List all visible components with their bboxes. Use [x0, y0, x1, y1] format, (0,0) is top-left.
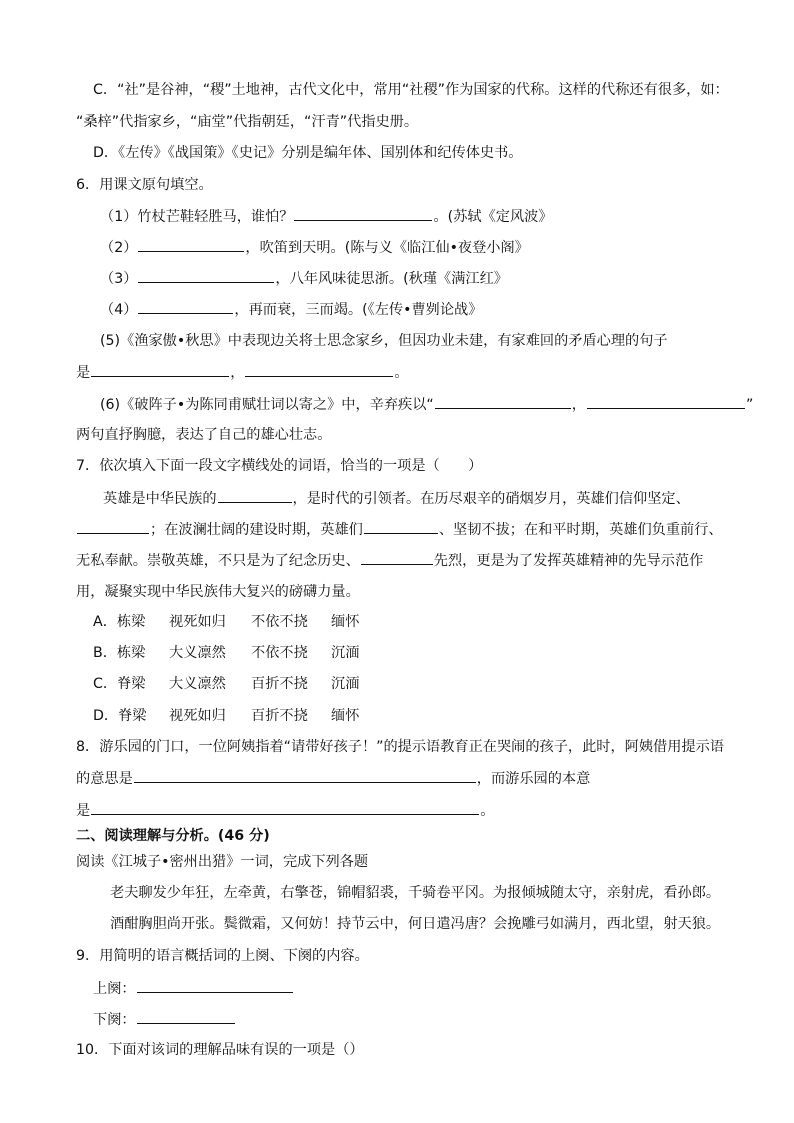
- option-term: 视死如归: [169, 708, 226, 724]
- option-term: 缅怀: [331, 614, 360, 630]
- option-term: 大义凛然: [169, 645, 226, 661]
- answer-blank[interactable]: [361, 550, 433, 565]
- q9-upper-stanza: [93, 978, 294, 999]
- q6-item-6-pre: (6)《破阵子•为陈同甫赋壮词以寄之》中，辛弃疾以“: [100, 397, 434, 413]
- answer-blank[interactable]: [134, 768, 476, 783]
- option-term: 不依不挠: [251, 614, 308, 630]
- option-term: 沉湎: [331, 676, 360, 692]
- q7-p1-pre: 英雄是中华民族的: [103, 491, 217, 507]
- option-label: A．栋梁: [93, 614, 146, 630]
- q8-line2: [76, 768, 590, 789]
- q6-item-5-post: 。: [394, 365, 409, 381]
- q6-item-6-post: ”: [745, 397, 754, 413]
- section-2-intro: 阅读《江城子•密州出猎》一词，完成下列各题: [76, 854, 369, 870]
- q9-stem: 9．用简明的语言概括词的上阕、下阕的内容。: [76, 948, 369, 964]
- answer-blank[interactable]: [138, 237, 244, 252]
- q8-line3: [76, 800, 494, 821]
- q7-stem: 7．依次填入下面一段文字横线处的词语，恰当的一项是（ ）: [76, 458, 483, 474]
- q9-up-label: 上阕：: [93, 981, 136, 997]
- option-term: 视死如归: [169, 614, 226, 630]
- q6-item-6-line2: 两句直抒胸臆，表达了自己的雄心壮志。: [76, 427, 332, 443]
- q8-l3-post: 。: [480, 803, 495, 819]
- q6-item-5-mid: ，: [230, 365, 245, 381]
- answer-blank[interactable]: [245, 362, 393, 377]
- q7-p2-post: 、坚韧不拔；在和平时期，英雄们负重前行、: [438, 522, 723, 538]
- q5-option-c-line1: C．“社”是谷神，“稷”土地神，古代文化中，常用“社稷”作为国家的代称。这样的代称还有很多，如：: [93, 82, 729, 98]
- q6-item-2-pre: （2）: [100, 240, 138, 256]
- q7-option-d[interactable]: [93, 706, 359, 726]
- q6-item-5-line2: [76, 362, 409, 383]
- option-term: 百折不挠: [251, 676, 308, 692]
- q6-item-4-pre: （4）: [100, 302, 138, 318]
- q6-stem: 6．用课文原句填空。: [76, 177, 213, 193]
- option-term: 缅怀: [331, 708, 360, 724]
- q7-option-c[interactable]: [93, 674, 359, 694]
- q6-item-1-post: 。(苏轼《定风波》: [433, 209, 553, 225]
- answer-blank[interactable]: [137, 978, 293, 993]
- answer-blank[interactable]: [91, 800, 479, 815]
- q8-l3-pre: 是: [76, 803, 91, 819]
- q10-stem: 10．下面对该词的理解品味有误的一项是（）: [76, 1042, 364, 1058]
- option-label: D．脊梁: [93, 708, 147, 724]
- q7-p3-post: 先烈，更是为了发挥英雄精神的先导示范作: [433, 553, 704, 569]
- q6-item-6-line1: [100, 394, 753, 415]
- q5-option-d: D．《左传》《战国策》《史记》分别是编年体、国别体和纪传体史书。: [93, 145, 523, 161]
- q8-l2-pre: 的意思是: [76, 771, 133, 787]
- answer-blank[interactable]: [138, 299, 233, 314]
- q6-item-4-post: ，再而衰，三而竭。(《左传•曹刿论战》: [234, 302, 483, 318]
- q8-stem: 8．游乐园的门口，一位阿姨指着“请带好孩子！”的提示语教育正在哭闹的孩子，此时，阿姨借用提示语: [76, 739, 724, 755]
- answer-blank[interactable]: [77, 519, 149, 534]
- q6-item-6-mid: ，: [571, 397, 586, 413]
- answer-blank[interactable]: [364, 519, 438, 534]
- poem-line-2: 酒酣胸胆尚开张。鬓微霜，又何妨！持节云中，何日遣冯唐？会挽雕弓如满月，西北望，射天狼。: [110, 916, 721, 932]
- option-label: B．栋梁: [93, 645, 146, 661]
- answer-blank[interactable]: [294, 206, 432, 221]
- q6-item-2-post: ，吹笛到天明。(陈与义《临江仙•夜登小阁》: [245, 240, 529, 256]
- poem-line-1: 老夫聊发少年狂，左牵黄，右擎苍，锦帽貂裘，千骑卷平冈。为报倾城随太守，亲射虎，看孙郎。: [110, 885, 721, 901]
- answer-blank[interactable]: [587, 394, 745, 409]
- q6-item-3: [100, 268, 508, 289]
- answer-blank[interactable]: [137, 1009, 235, 1024]
- q7-p2-mid: ；在波澜壮阔的建设时期，英雄们: [150, 522, 363, 538]
- q5-option-c-line2: “桑梓”代指家乡，“庙堂”代指朝廷，“汗青”代指史册。: [76, 114, 419, 130]
- answer-blank[interactable]: [138, 268, 274, 283]
- q7-passage-line2: [76, 519, 723, 540]
- q7-option-b[interactable]: [93, 643, 359, 663]
- q6-item-3-post: ，八年风味徒思浙。(秋瑾《满江红》: [275, 271, 508, 287]
- q9-lower-stanza: [93, 1009, 236, 1030]
- q7-passage-line1: [103, 488, 690, 509]
- answer-blank[interactable]: [218, 488, 292, 503]
- q7-passage-line3: [76, 550, 703, 571]
- q9-down-label: 下阕：: [93, 1012, 136, 1028]
- q6-item-5-line1: (5)《渔家傲•秋思》中表现边关将士思念家乡，但因功业未建，有家难回的矛盾心理的句子: [100, 333, 668, 349]
- answer-blank[interactable]: [91, 362, 229, 377]
- answer-blank[interactable]: [435, 394, 571, 409]
- q7-option-a[interactable]: [93, 612, 359, 632]
- option-term: 不依不挠: [251, 645, 308, 661]
- section-2-title: 二、阅读理解与分析。(46 分): [76, 828, 270, 844]
- q7-p1-post: ，是时代的引领者。在历尽艰辛的硝烟岁月，英雄们信仰坚定、: [292, 491, 690, 507]
- q6-item-1-pre: （1）竹杖芒鞋轻胜马，谁怕？: [100, 209, 294, 225]
- q7-passage-line4: 用，凝聚实现中华民族伟大复兴的磅礴力量。: [76, 584, 360, 600]
- q8-l2-post: ，而游乐园的本意: [476, 771, 591, 787]
- q6-item-2: [100, 237, 529, 258]
- option-term: 沉湎: [331, 645, 360, 661]
- option-label: C．脊梁: [93, 676, 146, 692]
- option-term: 百折不挠: [251, 708, 308, 724]
- q6-item-3-pre: （3）: [100, 271, 138, 287]
- q6-item-1: [100, 206, 553, 227]
- option-term: 大义凛然: [169, 676, 226, 692]
- q7-p3-pre: 无私奉献。崇敬英雄，不只是为了纪念历史、: [76, 553, 360, 569]
- q6-item-4: [100, 299, 482, 320]
- q6-item-5-pre: 是: [76, 365, 91, 381]
